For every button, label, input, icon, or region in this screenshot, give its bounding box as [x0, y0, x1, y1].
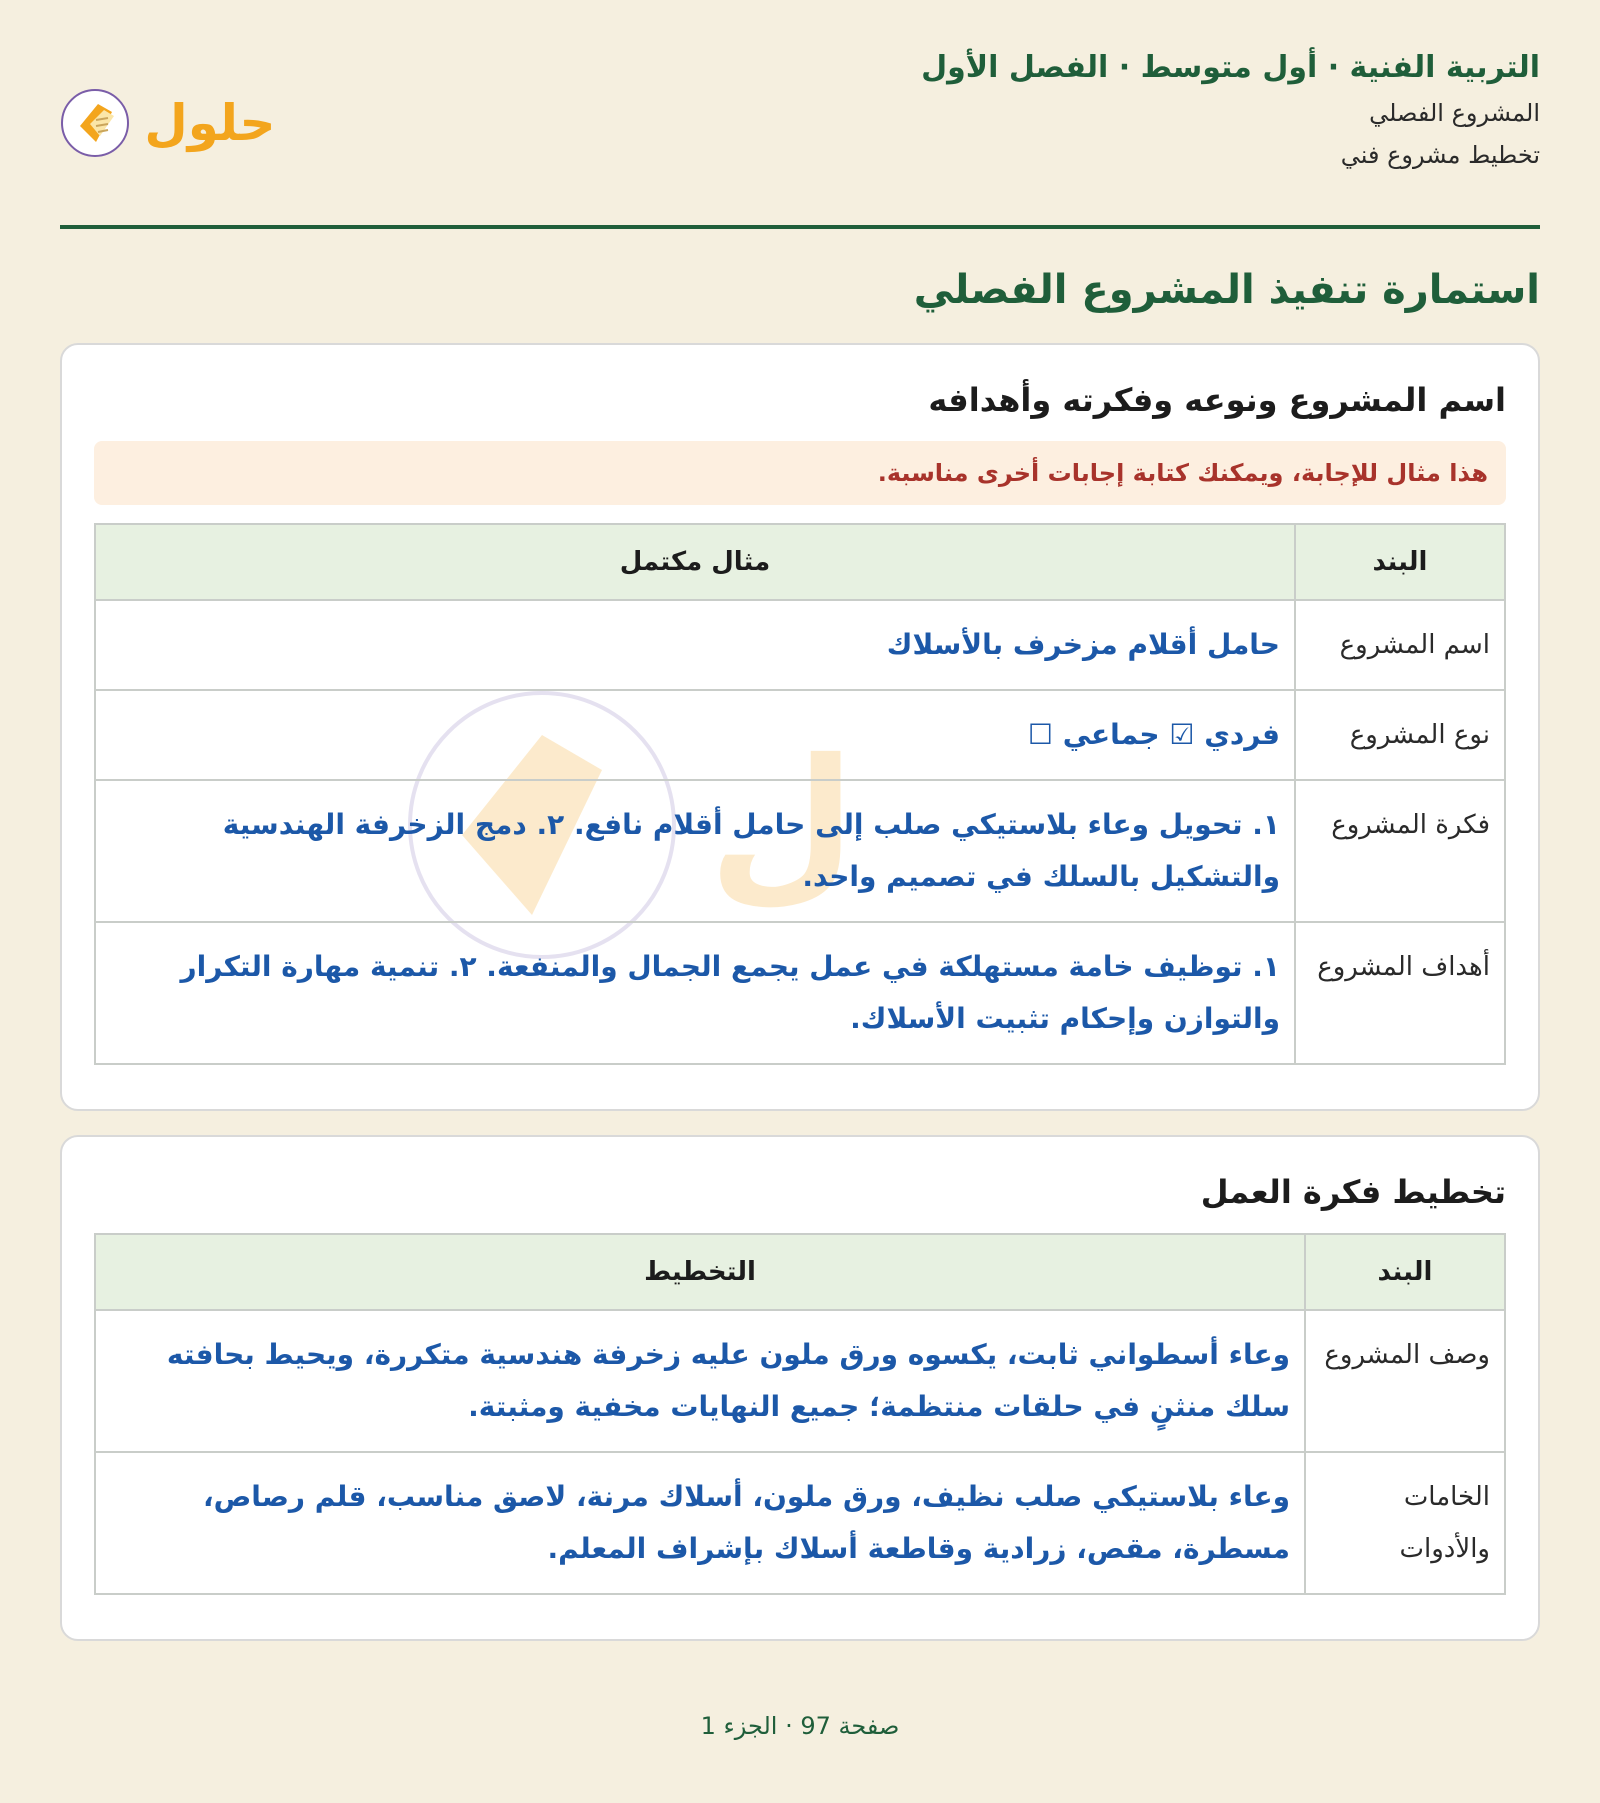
svg-text:ل: ل	[708, 723, 856, 921]
row-value: فردي ☑ جماعي ☐	[95, 690, 1295, 780]
row-value: حامل أقلام مزخرف بالأسلاك	[95, 600, 1295, 690]
table-row	[95, 922, 1505, 1064]
project-info-table	[94, 523, 1506, 1065]
row-label: فكرة المشروع	[1295, 780, 1505, 922]
project-info-card	[60, 343, 1540, 1111]
table-header-row	[95, 1234, 1505, 1310]
column-header-value: مثال مكتمل	[95, 524, 1295, 600]
table-row	[95, 780, 1505, 922]
lesson-line: تخطيط مشروع فني	[1340, 141, 1540, 169]
row-label: الخامات والأدوات	[1305, 1452, 1505, 1594]
column-header-item: البند	[1295, 524, 1505, 600]
row-value: ١. توظيف خامة مستهلكة في عمل يجمع الجمال والمنفعة. ٢. تنمية مهارة التكرار والتوازن وإحكام تثبيت الأسلاك.	[95, 922, 1295, 1064]
row-value: وعاء بلاستيكي صلب نظيف، ورق ملون، أسلاك مرنة، لاصق مناسب، قلم رصاص، مسطرة، مقص، زرادية وقاطعة أسلاك بإشراف المعلم.	[95, 1452, 1305, 1594]
row-label: أهداف المشروع	[1295, 922, 1505, 1064]
table-header-row	[95, 524, 1505, 600]
table-row	[95, 690, 1505, 780]
logo-wordmark: حلول	[144, 94, 276, 152]
work-plan-table	[94, 1233, 1506, 1595]
row-label: وصف المشروع	[1305, 1310, 1505, 1452]
row-label: اسم المشروع	[1295, 600, 1505, 690]
section-title: تخطيط فكرة العمل	[1200, 1173, 1506, 1211]
table-row	[95, 1452, 1505, 1594]
hulul-logo	[60, 78, 280, 168]
page	[60, 0, 1540, 1803]
row-label: نوع المشروع	[1295, 690, 1505, 780]
table-row	[95, 1310, 1505, 1452]
page-title: استمارة تنفيذ المشروع الفصلي	[913, 267, 1540, 313]
header-text	[921, 50, 1540, 183]
subject-line: التربية الفنية · أول متوسط · الفصل الأول	[921, 50, 1540, 85]
row-value: وعاء أسطواني ثابت، يكسوه ورق ملون عليه زخرفة هندسية متكررة، ويحيط بحافته سلك منثنٍ في حلقات منتظمة؛ جميع النهايات مخفية ومثبتة.	[95, 1310, 1305, 1452]
column-header-item: البند	[1305, 1234, 1505, 1310]
section-title: اسم المشروع ونوعه وفكرته وأهدافه	[928, 381, 1506, 419]
column-header-value: التخطيط	[95, 1234, 1305, 1310]
unit-line: المشروع الفصلي	[1369, 99, 1540, 127]
page-header	[60, 0, 1540, 229]
table-row	[95, 600, 1505, 690]
row-value: ١. تحويل وعاء بلاستيكي صلب إلى حامل أقلام نافع. ٢. دمج الزخرفة الهندسية والتشكيل بالسلك في تصميم واحد.	[95, 780, 1295, 922]
page-footer: صفحة 97 · الجزء 1	[700, 1712, 900, 1740]
work-plan-card	[60, 1135, 1540, 1641]
example-note: هذا مثال للإجابة، ويمكنك كتابة إجابات أخرى مناسبة.	[94, 441, 1506, 505]
